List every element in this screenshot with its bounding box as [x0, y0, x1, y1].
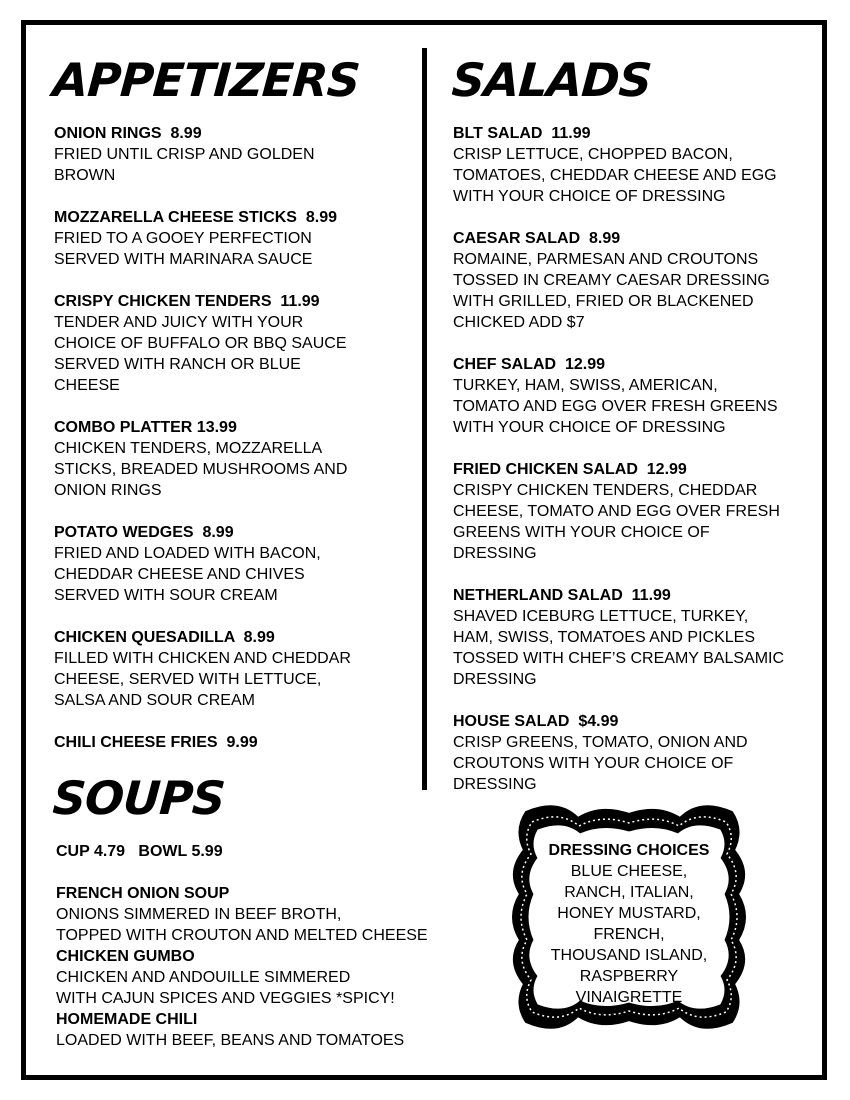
soups-list — [56, 841, 428, 1051]
item-description: FRIED TO A GOOEY PERFECTION SERVED WITH MARINARA SAUCE — [54, 230, 313, 268]
menu-item — [54, 417, 419, 501]
item-description: CRISP LETTUCE, CHOPPED BACON, TOMATOES, CHEDDAR CHEESE AND EGG WITH YOUR CHOICE OF DRESSING — [453, 146, 777, 205]
soup-description: CHICKEN AND ANDOUILLE SIMMERED WITH CAJUN SPICES AND VEGGIES *SPICY! — [56, 969, 395, 1007]
soup-name: HOMEMADE CHILI — [56, 1011, 198, 1028]
item-description: SHAVED ICEBURG LETTUCE, TURKEY, HAM, SWISS, TOMATOES AND PICKLES TOSSED WITH CHEF’S CREAMY BALSAMIC DRESSING — [453, 608, 785, 688]
item-description: TENDER AND JUICY WITH YOUR CHOICE OF BUFFALO OR BBQ SAUCE SERVED WITH RANCH OR BLUE CHEESE — [54, 314, 347, 394]
menu-item — [453, 459, 818, 564]
salads-list — [453, 123, 818, 816]
menu-item — [54, 123, 419, 186]
item-name: CAESAR SALAD 8.99 — [453, 230, 621, 247]
menu-item — [54, 207, 419, 270]
item-description: CRISP GREENS, TOMATO, ONION AND CROUTONS WITH YOUR CHOICE OF DRESSING — [453, 734, 748, 793]
dressing-title: DRESSING CHOICES — [548, 842, 710, 859]
item-description: CHICKEN TENDERS, MOZZARELLA STICKS, BREADED MUSHROOMS AND ONION RINGS — [54, 440, 348, 499]
soups-heading: SOUPS — [51, 771, 227, 825]
menu-item — [453, 123, 818, 207]
item-name: CRISPY CHICKEN TENDERS 11.99 — [54, 293, 320, 310]
menu-item — [54, 291, 419, 396]
menu-item — [453, 585, 818, 690]
item-name: MOZZARELLA CHEESE STICKS 8.99 — [54, 209, 337, 226]
dressing-list: BLUE CHEESE, RANCH, ITALIAN, HONEY MUSTARD, FRENCH, THOUSAND ISLAND, RASPBERRY VINAIGRETTE — [550, 863, 708, 1006]
item-name: NETHERLAND SALAD 11.99 — [453, 587, 671, 604]
item-description: ROMAINE, PARMESAN AND CROUTONS TOSSED IN CREAMY CAESAR DRESSING WITH GRILLED, FRIED OR BLACKENED CHICKED ADD $7 — [453, 251, 770, 331]
item-description: FRIED AND LOADED WITH BACON, CHEDDAR CHEESE AND CHIVES SERVED WITH SOUR CREAM — [54, 545, 321, 604]
item-name: CHEF SALAD 12.99 — [453, 356, 606, 373]
menu-item — [453, 354, 818, 438]
item-name: POTATO WEDGES 8.99 — [54, 524, 234, 541]
item-name: ONION RINGS 8.99 — [54, 125, 202, 142]
item-name: HOUSE SALAD $4.99 — [453, 713, 619, 730]
item-name: COMBO PLATTER 13.99 — [54, 419, 237, 436]
item-name: BLT SALAD 11.99 — [453, 125, 591, 142]
item-description: FILLED WITH CHICKEN AND CHEDDAR CHEESE, SERVED WITH LETTUCE, SALSA AND SOUR CREAM — [54, 650, 351, 709]
soup-prices: CUP 4.79 BOWL 5.99 — [56, 843, 223, 860]
menu-item — [54, 732, 419, 753]
menu-item — [54, 627, 419, 711]
dressing-text — [498, 840, 760, 1008]
item-name: FRIED CHICKEN SALAD 12.99 — [453, 461, 687, 478]
salads-heading: SALADS — [450, 53, 653, 107]
item-description: FRIED UNTIL CRISP AND GOLDEN BROWN — [54, 146, 315, 184]
appetizers-list — [54, 123, 419, 774]
soup-description: ONIONS SIMMERED IN BEEF BROTH, TOPPED WITH CROUTON AND MELTED CHEESE — [56, 906, 428, 944]
dressing-choices-box — [498, 800, 760, 1034]
soup-name: CHICKEN GUMBO — [56, 948, 195, 965]
menu-item — [453, 711, 818, 795]
soup-name: FRENCH ONION SOUP — [56, 885, 230, 902]
item-description: CRISPY CHICKEN TENDERS, CHEDDAR CHEESE, TOMATO AND EGG OVER FRESH GREENS WITH YOUR CHOICE OF DRESSING — [453, 482, 780, 562]
appetizers-heading: APPETIZERS — [51, 53, 362, 107]
item-name: CHICKEN QUESADILLA 8.99 — [54, 629, 275, 646]
item-description: TURKEY, HAM, SWISS, AMERICAN, TOMATO AND EGG OVER FRESH GREENS WITH YOUR CHOICE OF DRESSING — [453, 377, 778, 436]
menu-item — [453, 228, 818, 333]
column-divider — [422, 48, 427, 790]
soup-description: LOADED WITH BEEF, BEANS AND TOMATOES — [56, 1032, 405, 1049]
menu-item — [54, 522, 419, 606]
item-name: CHILI CHEESE FRIES 9.99 — [54, 734, 258, 751]
